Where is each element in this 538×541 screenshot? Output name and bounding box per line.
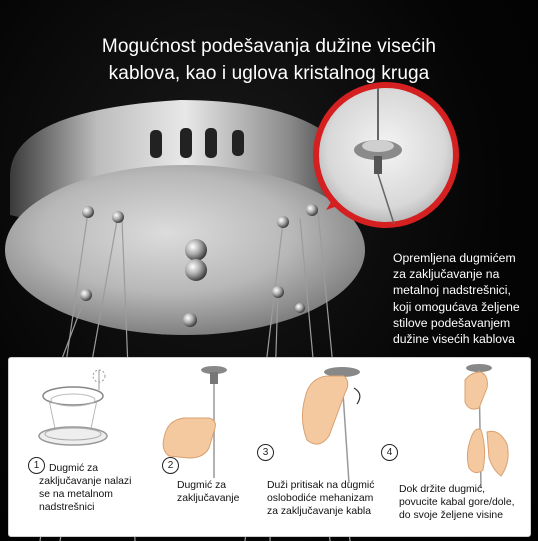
caption-line: zaključavanje nalazi <box>39 476 132 487</box>
caption-line: Dugmić za <box>49 463 99 474</box>
step-2-number: 2 <box>162 457 179 474</box>
step-3-illustration <box>302 367 360 483</box>
description-line: stilove podešavanjem <box>393 315 511 330</box>
step-4-caption <box>399 483 515 522</box>
page-title <box>0 33 538 87</box>
description-line: metalnoj nadstrešnici, <box>393 283 511 298</box>
step-3-caption <box>267 479 374 518</box>
description-line: Opremljena dugmićem <box>393 251 516 265</box>
caption-line: nadstrešnici <box>39 502 95 513</box>
step-1-caption <box>39 462 131 514</box>
caption-line: Duži pritisak na dugmić <box>267 480 375 491</box>
caption-line: povucite kabal gore/dole, <box>399 497 515 508</box>
screw <box>183 313 197 327</box>
step-4-illustration <box>465 364 508 488</box>
title-line-1: Mogućnost podešavanja dužine visećih <box>101 36 437 57</box>
caption-line: do svoje željene visine <box>399 510 503 521</box>
step-2-caption <box>177 479 239 505</box>
step-1-illustration <box>39 370 107 445</box>
description-line: dužine visećih kablova <box>393 332 515 347</box>
caption-line: se na metalnom <box>39 489 113 500</box>
step-1-number: 1 <box>28 457 45 474</box>
center-bolt-bottom <box>185 259 207 281</box>
caption-line: Dok držite dugmić, <box>399 484 486 495</box>
caption-line: za zaključavanje kabla <box>267 506 371 517</box>
instruction-steps-panel <box>8 357 531 537</box>
description-line: za zaključavanje na <box>393 267 500 282</box>
step-3-number: 3 <box>257 444 274 461</box>
caption-line: oslobodiće mehanizam <box>267 493 374 504</box>
caption-line: zaključavanje <box>177 493 240 504</box>
caption-line: Dugmić za <box>177 480 227 491</box>
feature-description <box>393 250 533 347</box>
center-bolt-top <box>185 239 207 261</box>
description-line: koji omogućava željene <box>393 299 520 314</box>
title-line-2: kablova, kao i uglova kristalnog kruga <box>108 63 430 84</box>
step-4-number: 4 <box>381 444 398 461</box>
